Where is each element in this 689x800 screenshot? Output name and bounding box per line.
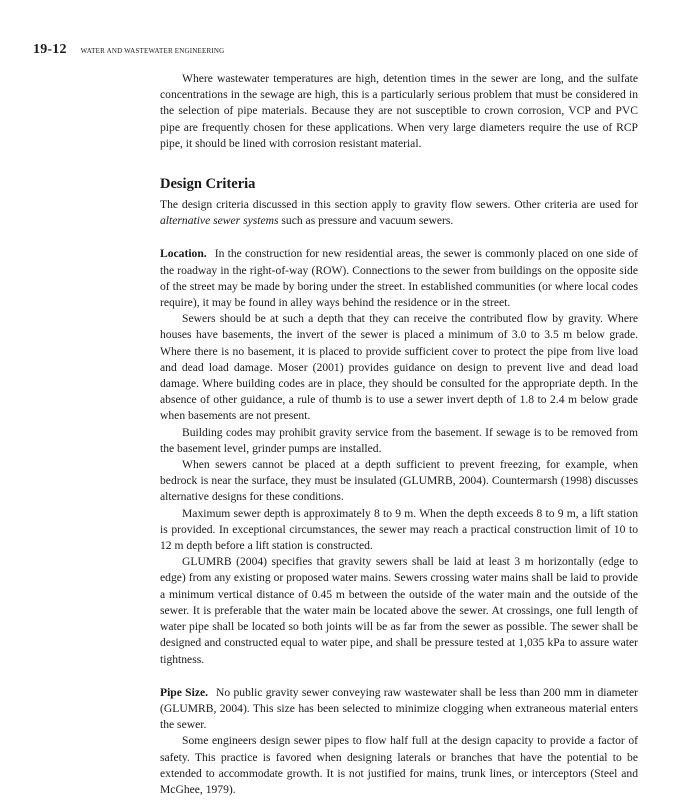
- location-paragraph-4: When sewers cannot be placed at a depth sufficient to prevent freezing, for example, when bedrock is near the surface, they must be insulated (GLUMRB, 2004). Countermarsh (1998) discusses alternative designs for these conditions.: [160, 458, 638, 504]
- design-criteria-intro: The design criteria discussed in this section apply to gravity flow sewers. Other criteria are used for alternative sewer systems such as pressure and vacuum sewers.: [160, 198, 638, 228]
- running-head: [33, 40, 224, 58]
- location-paragraph-5: Maximum sewer depth is approximately 8 to 9 m. When the depth exceeds 8 to 9 m, a lift station is provided. In exceptional circumstances, the sewer may reach a practical construction limit of 10 to 12 m depth before a lift station is constructed.: [160, 506, 638, 553]
- location-paragraph-1: Location. In the construction for new residential areas, the sewer is commonly placed on one side of the roadway in the right-of-way (ROW). Connections to the sewer from buildings on the opposite side of the street may be made by boring under the street. In established communities (or where local codes require), it may be found in alley ways behind the residence or in the street.: [160, 247, 638, 310]
- pipe-size-paragraph-1: Pipe Size. No public gravity sewer conveying raw wastewater shall be less than 200 mm in diameter (GLUMRB, 2004). This size has been selected to minimize clogging when extraneous material enters the sewer.: [160, 685, 638, 732]
- intro-paragraph: Where wastewater temperatures are high, detention times in the sewer are long, and the sulfate concentrations in the sewage are high, this is a particularly serious problem that must be considered in the selection of pipe materials. Because they are not susceptible to crown corrosion, VCP and PVC pipe are frequently chosen for these applications. When very large diameters require the use of RCP pipe, it should be lined with corrosion resistant material.: [160, 72, 638, 150]
- pipe-size-paragraph-2: Some engineers design sewer pipes to flow half full at the design capacity to provide a factor of safety. This practice is favored when designing laterals or branches that have the potential to be extended to accommodate growth. It is not justified for mains, trunk lines, or interceptors (Steel and McGhee, 1979).: [160, 734, 638, 796]
- location-paragraph-6: GLUMRB (2004) specifies that gravity sewers shall be laid at least 3 m horizontally (edge to edge) from any existing or proposed water mains. Sewers crossing water mains shall be laid to provide a minimum vertical distance of 0.45 m between the outside of the water main and the outside of the sewer. It is preferable that the water main be located above the sewer. At crossings, one full length of water pipe shall be located so both joints will be as far from the sewer as possible. The sewer shall be designed and constructed equal to water pipe, and shall be pressure tested at 1,035 kPa to assure water tightness.: [160, 555, 638, 666]
- italic-term: alternative sewer systems: [160, 214, 279, 228]
- body-text: [160, 71, 638, 798]
- running-title: WATER AND WASTEWATER ENGINEERING: [80, 47, 225, 55]
- page-number: 19-12: [33, 42, 67, 57]
- subheading-pipe-size: Pipe Size.: [160, 685, 209, 699]
- location-paragraph-3: Building codes may prohibit gravity service from the basement. If sewage is to be removed from the basement level, grinder pumps are installed.: [160, 425, 638, 455]
- location-paragraph-2: Sewers should be at such a depth that they can receive the contributed flow by gravity. Where houses have basements, the invert of the sewer is placed a minimum of 3.0 to 3.5 m below grade. Where there is no basement, it is placed to provide sufficient cover to protect the pipe from live load and dead load damage. Moser (2001) provides guidance on design to prevent live and dead load damage. Where building codes are in place, they should be consulted for the appropriate depth. In the absence of other guidance, a rule of thumb is to use a sewer invert depth of 1.8 to 2.4 m below grade when basements are not present.: [160, 312, 638, 423]
- subheading-location: Location.: [160, 247, 207, 261]
- section-heading-design-criteria: Design Criteria: [160, 176, 256, 193]
